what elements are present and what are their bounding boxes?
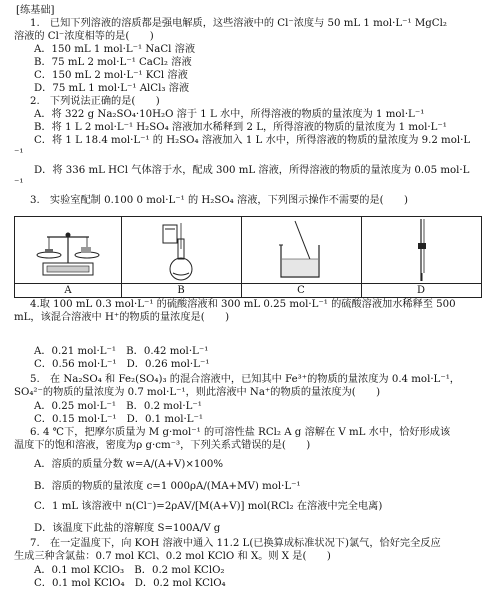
label-a: A: [15, 284, 122, 298]
q5-options-ab: A．0.25 mol·L⁻¹ B．0.2 mol·L⁻¹: [34, 401, 202, 412]
q2-option-d: D．将 336 mL HCl 气体溶于水，配成 300 mL 溶液，所得溶液的物质的量浓度为 0.05 mol·L: [34, 165, 470, 176]
q1-option-c: C．150 mL 2 mol·L⁻¹ KCl 溶液: [34, 70, 188, 81]
q7-options-ab: A．0.1 mol KClO₃ B．0.2 mol KClO₂: [34, 565, 225, 576]
section-header: [练基础]: [16, 5, 55, 16]
q4-options-ab: A．0.21 mol·L⁻¹ B．0.42 mol·L⁻¹: [34, 346, 209, 357]
figure-beaker: [241, 217, 362, 283]
q3-label-row: [15, 283, 481, 298]
q6-stem-line1: 6. 4 ℃下，把摩尔质量为 M g·mol⁻¹ 的可溶性盐 RCl₂ A g 溶解在 V mL 水中，恰好形成该: [30, 427, 451, 438]
q1-option-d: D．75 mL 1 mol·L⁻¹ AlCl₃ 溶液: [34, 83, 190, 94]
q3-stem: 3. 实验室配制 0.100 0 mol·L⁻¹ 的 H₂SO₄ 溶液，下列图示操作不需要的是( ): [30, 195, 408, 206]
label-d: D: [416, 285, 426, 296]
balance-icon: [15, 217, 121, 283]
q1-stem-line2: 溶液的 Cl⁻浓度相等的是( ): [14, 31, 154, 42]
figure-flask: [121, 217, 242, 283]
figure-balance: [15, 217, 122, 283]
label-b: B: [121, 284, 242, 298]
q2-option-a: A．将 322 g Na₂SO₄·10H₂O 溶于 1 L 水中，所得溶液的物质的量浓度为 1 mol·L⁻¹: [34, 109, 425, 120]
q1-option-b: B．75 mL 2 mol·L⁻¹ CaCl₂ 溶液: [34, 57, 192, 68]
label-c: C: [241, 284, 362, 298]
volumetric-flask-icon: [121, 217, 241, 283]
q5-options-cd: C．0.15 mol·L⁻¹ D．0.1 mol·L⁻¹: [34, 414, 203, 425]
q6-stem-line2: 温度下的饱和溶液，密度为ρ g·cm⁻³，下列关系式错误的是( ): [14, 440, 311, 451]
q3-figure-table: [14, 216, 482, 298]
q5-stem-line2: SO₄²⁻的物质的量浓度为 0.7 mol·L⁻¹，则此溶液中 Na⁺的物质的量浓度为( ): [14, 387, 381, 398]
burette-icon: [361, 217, 481, 283]
figure-pipette: [361, 217, 482, 283]
q2-option-c: C．将 1 L 18.4 mol·L⁻¹ 的 H₂SO₄ 溶液加入 1 L 水中，所得溶液的物质的量浓度为 9.2 mol·L: [34, 135, 471, 146]
q7-options-cd: C．0.1 mol KClO₄ D．0.2 mol KClO₄: [34, 578, 226, 589]
q2-stem: 2. 下列说法正确的是( ): [30, 96, 160, 107]
q2-option-c-unit: ⁻¹: [14, 148, 24, 159]
q1-option-a: A．150 mL 1 mol·L⁻¹ NaCl 溶液: [34, 44, 196, 55]
q7-stem-line1: 7. 在一定温度下，向 KOH 溶液中通入 11.2 L(已换算成标准状况下)氯气，恰好完全反应: [30, 538, 441, 549]
q6-option-a: A．溶质的质量分数 w=A/(A+V)×100%: [34, 459, 224, 470]
q4-options-cd: C．0.56 mol·L⁻¹ D．0.26 mol·L⁻¹: [34, 359, 210, 370]
q2-option-d-unit: ⁻¹: [14, 178, 24, 189]
q6-option-b: B．溶质的物质的量浓度 c=1 000ρA/(MA+MV) mol·L⁻¹: [34, 481, 301, 492]
q7-stem-line2: 生成三种含氯盐：0.7 mol KCl、0.2 mol KClO 和 X。则 X 是( ): [14, 551, 331, 562]
q2-option-b: B．将 1 L 2 mol·L⁻¹ H₂SO₄ 溶液加水稀释到 2 L，所得溶液的物质的量浓度为 1 mol·L⁻¹: [34, 122, 447, 133]
beaker-stirring-icon: [241, 217, 361, 283]
q6-option-c: C．1 mL 该溶液中 n(Cl⁻)=2ρAV/[M(A+V)] mol(RCl₂ 在溶液中完全电离): [34, 501, 383, 512]
q4-stem-line2: mL，该混合溶液中 H⁺的物质的量浓度是( ): [14, 312, 230, 323]
q4-stem-line1: 4.取 100 mL 0.3 mol·L⁻¹ 的硫酸溶液和 300 mL 0.25 mol·L⁻¹ 的硫酸溶液加水稀释至 500: [30, 299, 456, 310]
q6-option-d: D．该温度下此盐的溶解度 S=100A/V g: [34, 523, 221, 534]
q5-stem-line1: 5. 在 Na₂SO₄ 和 Fe₂(SO₄)₃ 的混合溶液中，已知其中 Fe³⁺的物质的量浓度为 0.4 mol·L⁻¹，: [30, 374, 460, 385]
q1-stem-line1: 1. 已知下列溶液的溶质都是强电解质，这些溶液中的 Cl⁻浓度与 50 mL 1 mol·L⁻¹ MgCl₂: [30, 18, 447, 29]
